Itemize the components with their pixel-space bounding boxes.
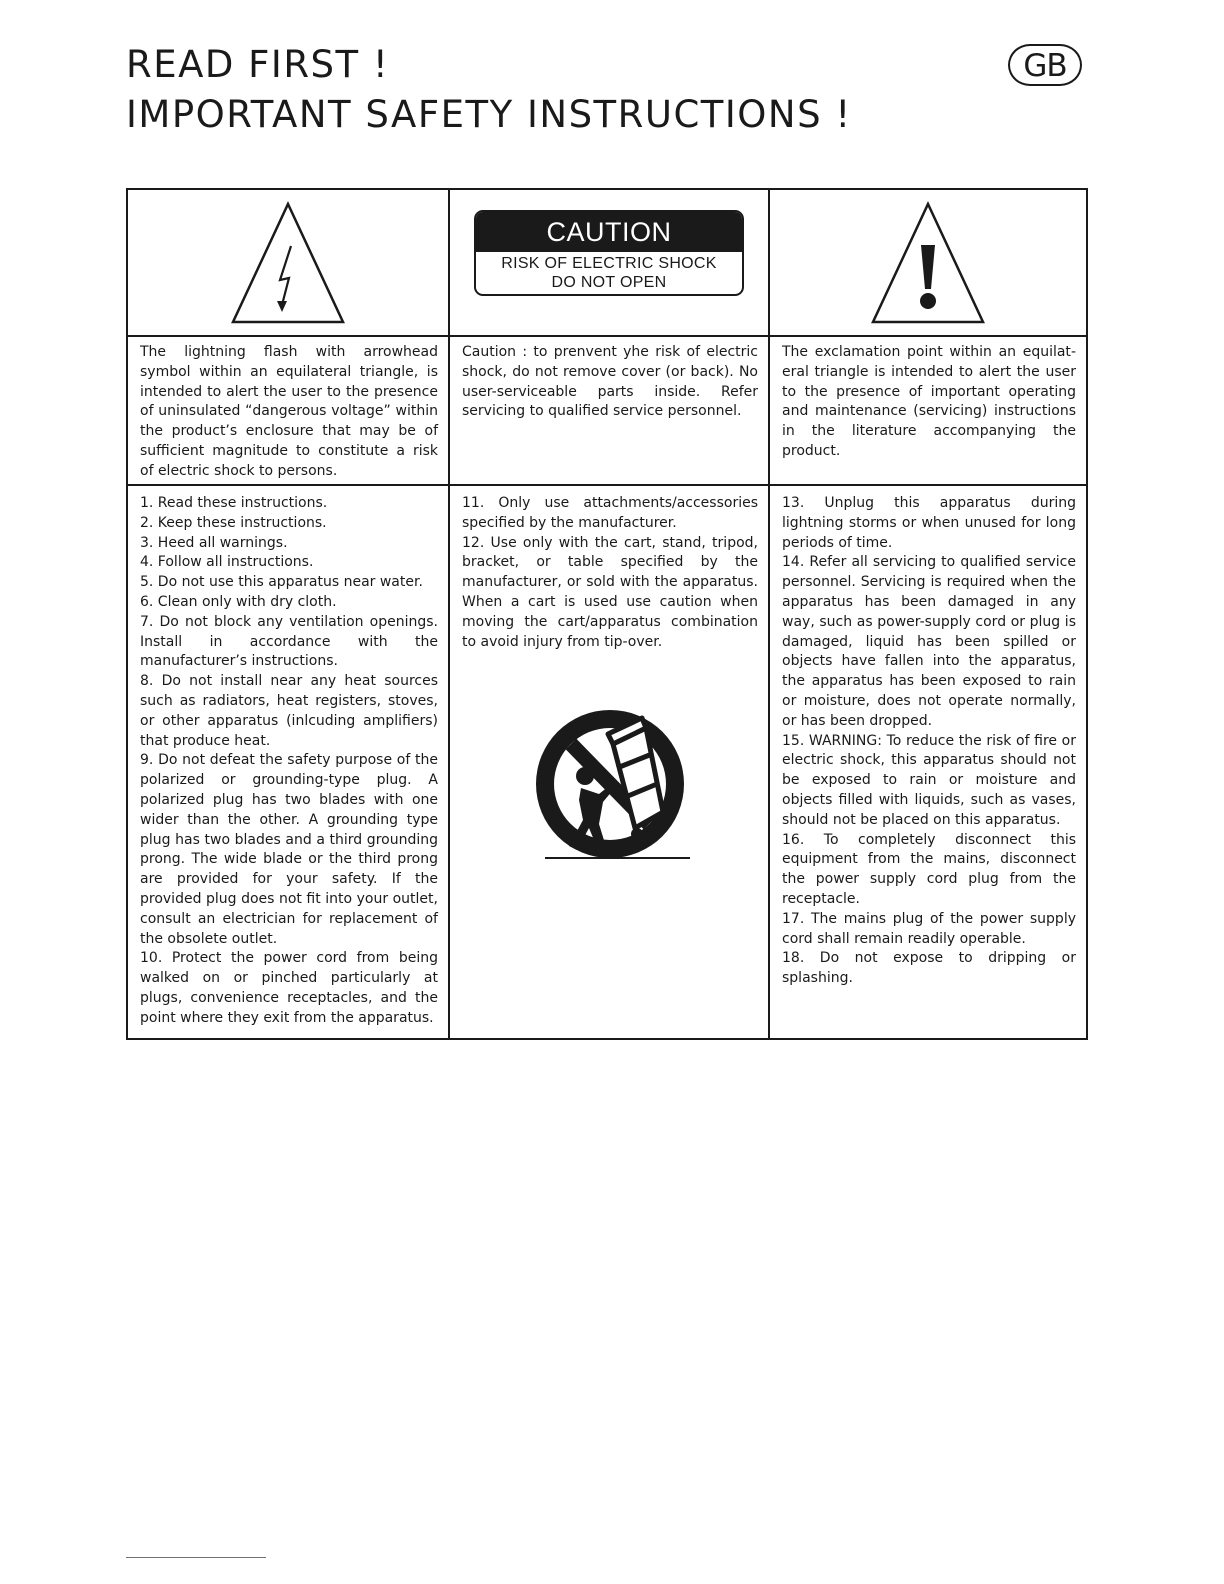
caution-line-1: RISK OF ELECTRIC SHOCK — [501, 254, 717, 272]
instruction-item: 4. Follow all instructions. — [140, 554, 314, 571]
instruction-item: 10. Protect the power cord from being walked on or pinched particularly at plugs, convenience receptacles, and the point where they exit from the apparatus. — [140, 950, 438, 1026]
caution-subtext — [476, 252, 742, 294]
title-line-2: IMPORTANT SAFETY INSTRUCTIONS ! — [126, 93, 852, 136]
page-title — [126, 40, 852, 140]
language-badge: GB — [1008, 44, 1082, 86]
instruction-item: 2. Keep these instructions. — [140, 514, 327, 531]
lightning-triangle-icon — [230, 201, 346, 325]
instructions-row — [128, 484, 1086, 1038]
cart-tip-over-warning-icon — [525, 704, 695, 874]
lightning-description-cell — [128, 337, 448, 484]
exclamation-description-cell — [768, 337, 1086, 484]
descriptions-row — [128, 335, 1086, 484]
lightning-symbol-cell — [128, 190, 448, 335]
caution-line-2: DO NOT OPEN — [551, 273, 667, 291]
instruction-item: 18. Do not expose to dripping or splashing. — [782, 950, 1076, 987]
exclamation-symbol-cell — [768, 190, 1086, 335]
caution-heading: CAUTION — [476, 212, 742, 252]
instruction-item: 1. Read these instructions. — [140, 495, 328, 511]
instruction-item: 3. Heed all warnings. — [140, 534, 288, 551]
instructions-column-2 — [448, 486, 768, 1038]
safety-table — [126, 188, 1088, 1040]
lightning-description: The lightning flash with arrowhead symbol within an equilateral triangle, is intended to alert the user to the presence of uninsulated “dangerous voltage” within the product’s enclosure that may be of sufficient magnitude to constitute a risk of electric shock to persons. — [140, 344, 438, 479]
title-line-1: READ FIRST ! — [126, 43, 390, 86]
instruction-item: 11. Only use attachments/accessories specified by the manufacturer. — [462, 495, 758, 531]
caution-symbol-cell — [448, 190, 768, 335]
exclamation-description: The exclamation point within an equilateral triangle is intended to alert the user to the presence of important operating and maintenance (servicing) instructions in the literature accompanying the product. — [782, 344, 1076, 459]
instruction-list-3 — [782, 494, 1076, 989]
instruction-item: 17. The mains plug of the power supply cord shall remain readily operable. — [782, 910, 1076, 947]
instructions-column-1 — [128, 486, 448, 1038]
instruction-item: 12. Use only with the cart, stand, tripod, bracket, or table specified by the manufacturer, or sold with the apparatus. When a cart is used use caution when moving the cart/apparatus combination to avoid injury from tip-over. — [462, 534, 758, 650]
instruction-list-1 — [140, 494, 438, 1029]
exclamation-triangle-icon — [870, 201, 986, 325]
instruction-item: 7. Do not block any ventilation openings. Install in accordance with the manufacturer’s instructions. — [140, 613, 438, 670]
instruction-item: 5. Do not use this apparatus near water. — [140, 574, 423, 591]
instruction-list-2 — [462, 494, 758, 652]
caution-description: Caution : to prenvent yhe risk of electric shock, do not remove cover (or back). No user-serviceable parts inside. Refer servicing to qualified service personnel. — [462, 344, 758, 420]
caution-label — [474, 210, 744, 296]
instruction-item: 13. Unplug this apparatus during lightning storms or when unused for long periods of time. — [782, 495, 1076, 551]
instruction-item: 8. Do not install near any heat sources such as radiators, heat registers, stoves, or other apparatus (inlcuding amplifiers) that produce heat. — [140, 673, 438, 749]
instruction-item: 16. To completely disconnect this equipment from the mains, disconnect the power supply cord plug from the receptacle. — [782, 831, 1076, 907]
symbols-row — [128, 190, 1086, 335]
caution-description-cell — [448, 337, 768, 484]
instruction-item: 9. Do not defeat the safety purpose of the polarized or grounding-type plug. A polarized plug has two blades with one wider than the other. A grounding type plug has two blades and a third grounding prong. The wide blade or the third prong are provided for your safety. If the provided plug does not fit into your outlet, consult an electrician for replacement of the obsolete outlet. — [140, 752, 438, 947]
instruction-item: 6. Clean only with dry cloth. — [140, 593, 337, 610]
instruction-item: 14. Refer all servicing to qualified service personnel. Servicing is required when the apparatus has been damaged in any way, such as power-supply cord or plug is damaged, liquid has been spilled or objects have fallen into the apparatus, the apparatus has been exposed to rain or moisture, does not operate normally, or has been dropped. — [782, 554, 1076, 729]
instructions-column-3 — [768, 486, 1086, 1038]
instruction-item: 15. WARNING: To reduce the risk of fire or electric shock, this apparatus should not be exposed to rain or moisture and objects filled with liquids, such as vases, should not be placed on this apparatus. — [782, 732, 1076, 828]
footer-rule — [126, 1557, 266, 1558]
